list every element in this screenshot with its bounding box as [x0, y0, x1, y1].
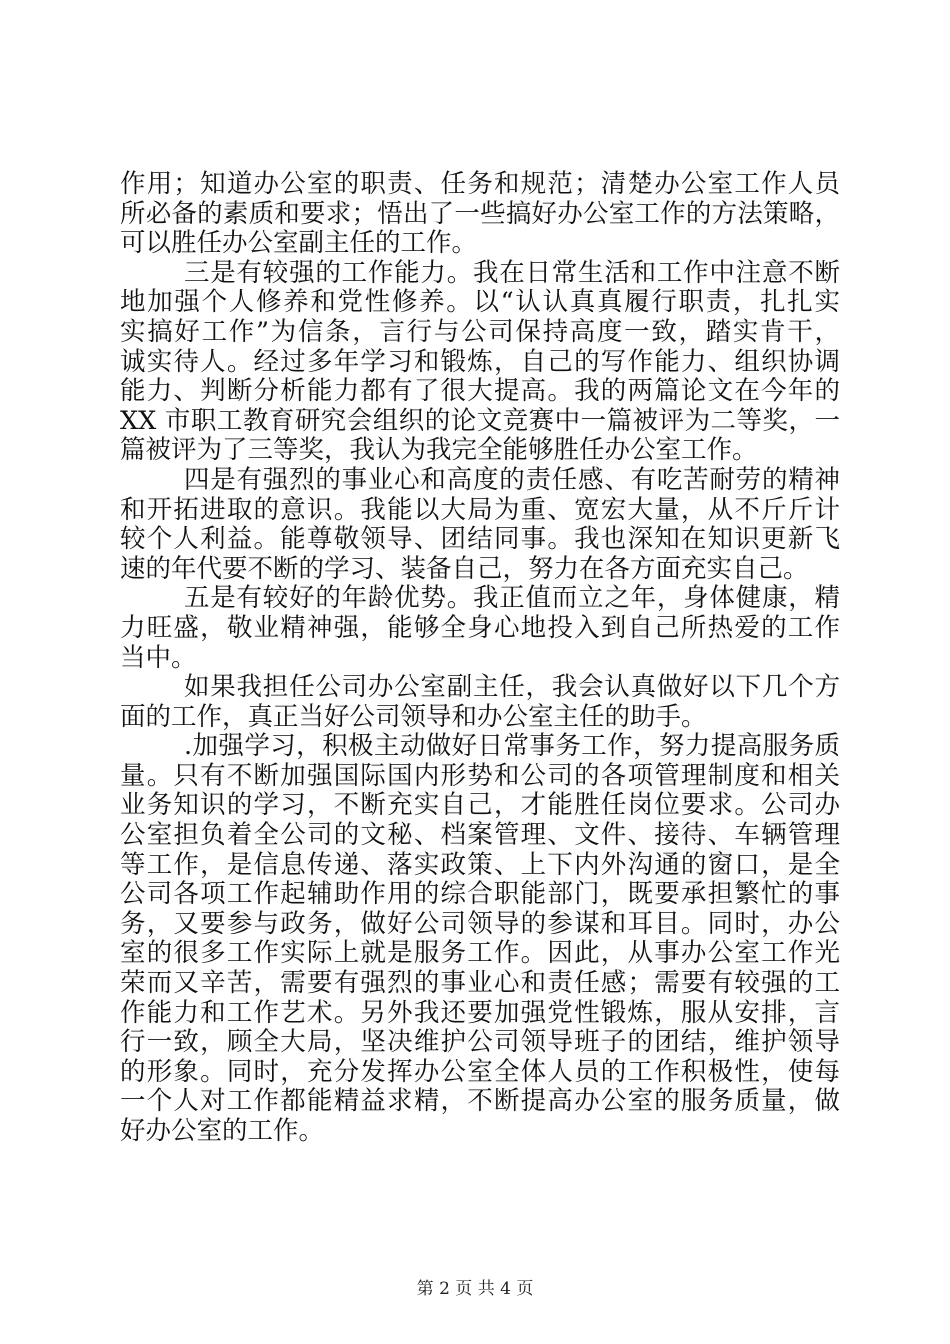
text-line: 能力、判断分析能力都有了很大提高。我的两篇论文在今年的 [120, 376, 840, 407]
document-body [120, 170, 840, 1147]
text-line: 业务知识的学习，不断充实自己，才能胜任岗位要求。公司办 [120, 790, 840, 821]
paragraph-6-start: 如果我担任公司办公室副主任，我会认真做好以下几个方 [184, 672, 840, 703]
text-line: 好办公室的工作。 [120, 1116, 325, 1146]
text-line: 作能力和工作艺术。另外我还要加强党性锻炼，服从安排，言 [120, 997, 840, 1028]
text-line: 等工作，是信息传递、落实政策、上下内外沟通的窗口，是全 [120, 849, 840, 880]
paragraph-3-start: 三是有较强的工作能力。我在日常生活和工作中注意不断 [184, 257, 840, 288]
text-line: 务，又要参与政务，做好公司领导的参谋和耳目。同时，办公 [120, 908, 840, 939]
text-line: 面的工作，真正当好公司领导和办公室主任的助手。 [120, 701, 707, 732]
text-line: 一个人对工作都能精益求精，不断提高办公室的服务质量，做 [120, 1086, 840, 1117]
text-line: 行一致，顾全大局，坚决维护公司领导班子的团结，维护领导 [120, 1027, 840, 1058]
paragraph-5-start: 五是有较好的年龄优势。我正值而立之年，身体健康，精 [184, 583, 840, 614]
text-line: 的形象。同时，充分发挥办公室全体人员的工作积极性，使每 [120, 1056, 840, 1087]
text-line: 公室担负着全公司的文秘、档案管理、文件、接待、车辆管理 [120, 820, 840, 851]
text-line: 公司各项工作起辅助作用的综合职能部门，既要承担繁忙的事 [120, 879, 840, 910]
text-line: 量。只有不断加强国际国内形势和公司的各项管理制度和相关 [120, 760, 840, 791]
text-line: XX 市职工教育研究会组织的论文竞赛中一篇被评为二等奖，一 [120, 405, 840, 436]
text-line: 室的很多工作实际上就是服务工作。因此，从事办公室工作光 [120, 938, 840, 969]
text-line: 所必备的素质和要求；悟出了一些搞好办公室工作的方法策略， [120, 198, 840, 229]
text-line: 作用；知道办公室的职责、任务和规范；清楚办公室工作人员 [120, 169, 840, 199]
text-line: 诚实待人。经过多年学习和锻炼，自己的写作能力、组织协调 [120, 346, 840, 377]
text-line: 实搞好工作”为信条，言行与公司保持高度一致，踏实肯干， [120, 316, 840, 347]
text-line: 和开拓进取的意识。我能以大局为重、宽宏大量，从不斤斤计 [120, 494, 840, 525]
text-line: 篇被评为了三等奖，我认为我完全能够胜任办公室工作。 [120, 435, 758, 466]
paragraph-7-start: .加强学习，积极主动做好日常事务工作，努力提高服务质 [184, 731, 840, 762]
text-line: 较个人利益。能尊敬领导、团结同事。我也深知在知识更新飞 [120, 524, 840, 555]
text-line: 速的年代要不断的学习、装备自己，努力在各方面充实自己。 [120, 553, 809, 584]
text-line: 力旺盛，敬业精神强，能够全身心地投入到自己所热爱的工作 [120, 612, 840, 643]
text-line: 当中。 [120, 642, 197, 673]
paragraph-4-start: 四是有强烈的事业心和高度的责任感、有吃苦耐劳的精神 [184, 464, 840, 495]
page-footer: 第 2 页 共 4 页 [416, 1279, 534, 1299]
text-line: 地加强个人修养和党性修养。以“认认真真履行职责，扎扎实 [120, 287, 840, 318]
text-line: 可以胜任办公室副主任的工作。 [120, 228, 478, 259]
text-line: 荣而又辛苦，需要有强烈的事业心和责任感；需要有较强的工 [120, 968, 840, 999]
